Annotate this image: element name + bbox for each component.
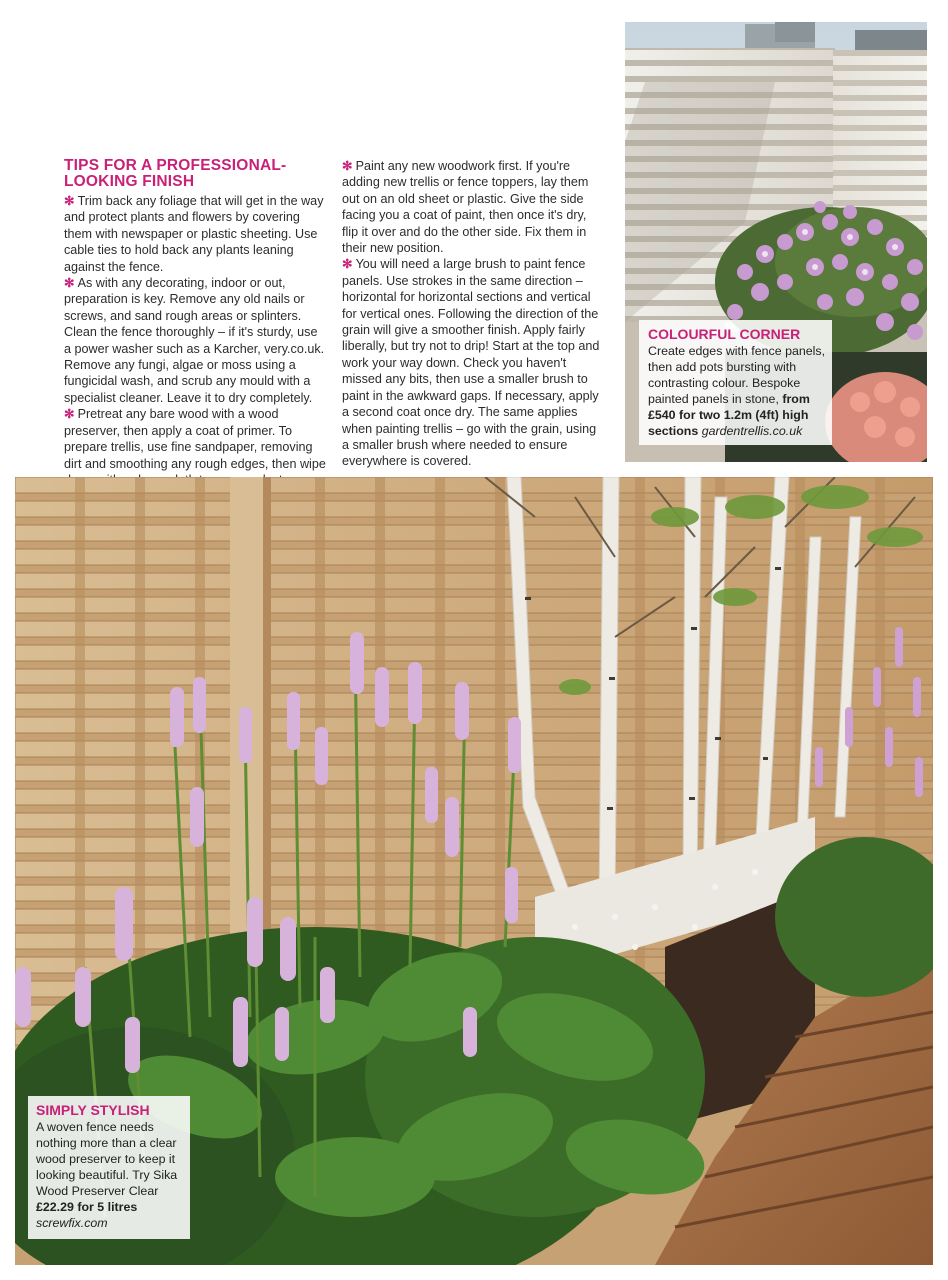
caption-price: £22.29 for 5 litres bbox=[36, 1200, 138, 1214]
caption-title: SIMPLY STYLISH bbox=[36, 1102, 150, 1118]
tip-item: ✻ Pretreat any bare wood with a wood preserver, then apply a coat of primer. To prepare trellis, use fine sandpaper, removing dirt and smoothing any rough edges, then wipe bbox=[64, 407, 326, 471]
tips-title: TIPS FOR A PROFESSIONAL- LOOKING FINISH bbox=[64, 157, 287, 190]
tip-item: ✻ You will need a large brush to paint fence panels. Use strokes in the same direction – horizontal for horizontal sections and vertical for vertical ones. Following the direction of the grain will give a smoother finish. Apply fairly liberally, but try not to drip! Start at the top and work your way down. Check you haven't missed any bits, then use a smaller brush to paint in the awkward gaps. If necessary, apply a second coat once dry. The same applies when painting trellis – go with the grain, using a smaller brush where needed to ensure everywhere is covered. bbox=[342, 257, 600, 469]
caption-simply-stylish bbox=[28, 1096, 190, 1239]
asterisk-icon: ✻ bbox=[64, 276, 75, 291]
tip-item: ✻ Paint any new woodwork first. If you're adding new trellis or fence toppers, lay them out on an old sheet or plastic. Give the side facing you a coat of paint, then once it's dry, flip it over and do the other side. Fix them in their new position. bbox=[342, 159, 589, 256]
caption-body: Create edges with fence panels, then add pots bursting with contrasting colour. Bespoke painted panels in stone, bbox=[648, 344, 826, 406]
asterisk-icon: ✻ bbox=[342, 257, 353, 272]
asterisk-icon: ✻ bbox=[64, 407, 75, 422]
caption-source: screwfix.com bbox=[36, 1216, 108, 1230]
asterisk-icon: ✻ bbox=[64, 194, 75, 208]
caption-body: A woven fence needs nothing more than a clear wood preserver to keep it looking beautiful. Try Sika Wood Preserver Clear bbox=[36, 1120, 178, 1198]
caption-price: from £540 for two 1.2m (4ft) high sections bbox=[648, 392, 810, 438]
tip-item: ✻ As with any decorating, indoor or out, preparation is key. Remove any old nails or screws, and sand rough areas or splinters. Clean the fence thoroughly – if it's sturdy, use a power washer such as a Karcher, very.co.uk. Remove any fungi, algae or moss using a fungicidal wash, and scrub any mould with a specialist cleaner. Leave it to dry completely. bbox=[64, 276, 325, 405]
tip-item: ✻ Trim back any foliage that will get in the way and protect plants and flowers by covering them with newspaper or plastic sheeting. Use cable ties to hold back any plants leaning against the fence. bbox=[64, 194, 324, 274]
caption-colourful-corner bbox=[639, 320, 832, 445]
tips-column-right bbox=[342, 158, 604, 470]
asterisk-icon: ✻ bbox=[342, 159, 353, 173]
caption-source: gardentrellis.co.uk bbox=[701, 424, 803, 438]
caption-title: COLOURFUL CORNER bbox=[648, 326, 801, 342]
tips-column-left bbox=[64, 158, 326, 488]
